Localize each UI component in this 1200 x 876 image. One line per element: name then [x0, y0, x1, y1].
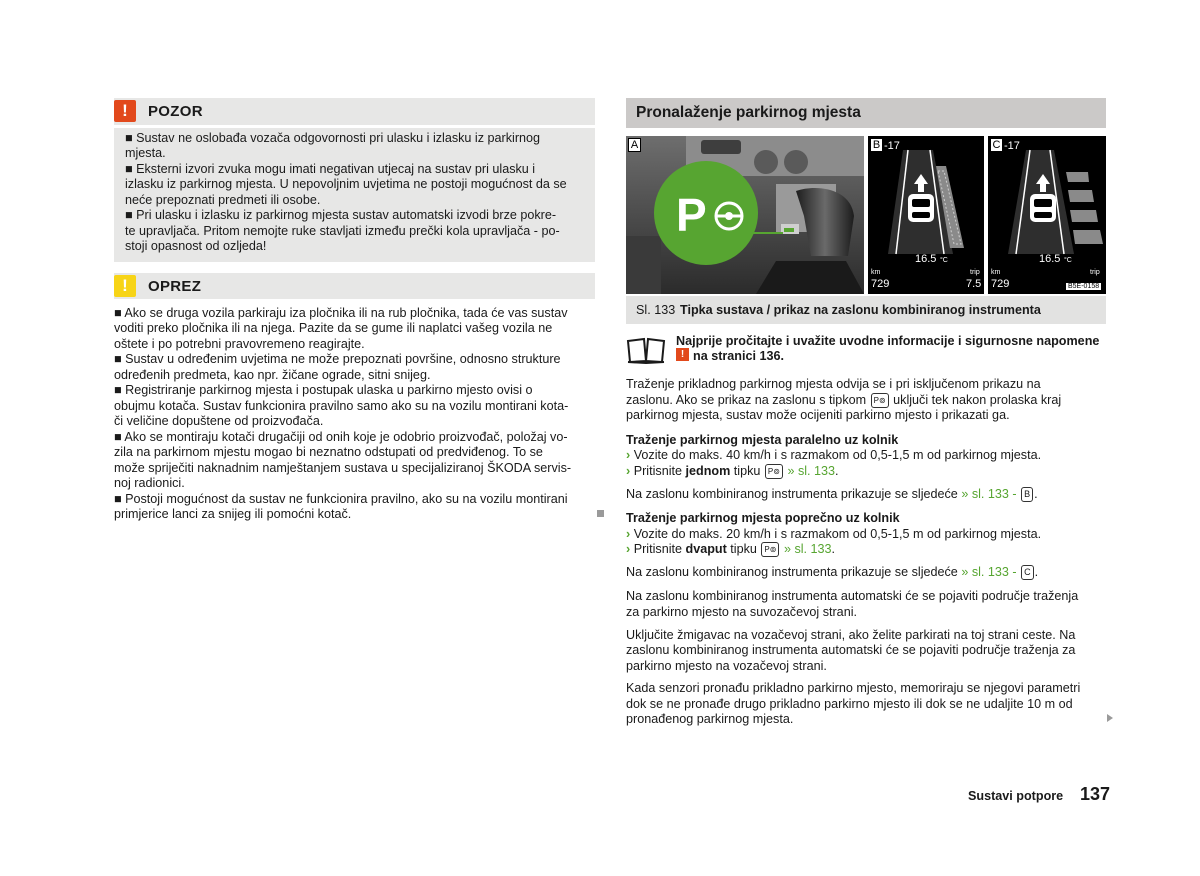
- parallel-step1-text: Vozite do maks. 40 km/h i s razmakom od 0,5-1,5 m od parkirnog mjesta.: [633, 448, 1042, 462]
- parallel-step1: [626, 448, 1041, 464]
- para1-line3: parkirnog mjesta, sustav može ocijeniti parkirno mjesto i prikazati ga.: [626, 408, 1010, 422]
- panel-c-trip-label: trip: [1090, 269, 1100, 276]
- oprez-line: primjerice lanci za snijeg ili pomoćni kotač.: [114, 507, 352, 521]
- caption-text: Tipka sustava / prikaz na zaslonu kombiniranog instrumenta: [680, 303, 1041, 317]
- para1-line2: [626, 393, 1061, 409]
- figure-caption-bar: [626, 296, 1106, 324]
- pozor-separator: [114, 125, 595, 128]
- figure-panel-b: [868, 136, 984, 294]
- continue-arrow-icon: [1107, 714, 1113, 722]
- caption-number: Sl. 133: [636, 303, 676, 317]
- panel-b-trip-label: trip: [970, 269, 980, 276]
- panel-b-ref-key: B: [1021, 487, 1033, 502]
- parallel-result: [626, 487, 1038, 503]
- panel-c-km-label: km: [991, 269, 1001, 276]
- para3-line2: zaslonu kombiniranog instrumenta automatski će se pojaviti područje traženja za: [626, 643, 1076, 657]
- read-first-line1: Najprije pročitajte i uvažite uvodne informacije i sigurnosne napomene: [676, 334, 1100, 348]
- perpendicular-result: [626, 565, 1038, 581]
- book-icon: [626, 336, 666, 364]
- step-arrow-icon: ›: [626, 527, 631, 541]
- oprez-line: ■ Ako se montiraju kotači drugačiji od onih koje je odobrio proizvođač, položaj vo-: [114, 430, 568, 444]
- perpendicular-step1-text: Vozite do maks. 20 km/h i s razmakom od 0,5-1,5 m od parkirnog mjesta.: [633, 527, 1042, 541]
- oprez-line: ■ Sustav u određenim uvjetima ne može prepoznati površine, odnosno strukture: [114, 352, 561, 366]
- para1-line2b: uključi tek nakon prolaska kraj: [893, 393, 1062, 407]
- pozor-title: POZOR: [148, 103, 203, 120]
- panel-c-temp-unit: °C: [1064, 257, 1072, 264]
- perpendicular-step2c: tipku: [730, 542, 757, 556]
- panel-c-ref-key: C: [1021, 565, 1034, 580]
- perpendicular-result-text: Na zaslonu kombiniranog instrumenta prikazuje se sljedeće: [626, 565, 958, 579]
- svg-text:P: P: [676, 189, 707, 241]
- step-arrow-icon: ›: [626, 542, 631, 556]
- oprez-line: može spriječiti naknadnim namještanjem sustava u specijaliziranoj ŠKODA servis-: [114, 461, 572, 475]
- figure-panel-c: [988, 136, 1106, 294]
- caution-exclamation-icon: !: [114, 275, 136, 297]
- cluster-display-perpendicular: [988, 136, 1106, 294]
- pozor-line: te upravljača. Pritom nemojte ruke stavljati između prečki kola upravljača - po-: [125, 224, 560, 238]
- pozor-line: izlasku iz parkirnog mjesta. U nepovoljnim uvjetima ne postoji mogućnost da se: [125, 177, 567, 191]
- perpendicular-step2a: Pritisnite: [633, 542, 682, 556]
- panel-b-km-label: km: [871, 269, 881, 276]
- parking-key-icon: P⊚: [765, 464, 783, 479]
- oprez-line: ■ Ako se druga vozila parkiraju iza pločnika ili na rub pločnika, tada će vas sustav: [114, 306, 568, 320]
- oprez-line: oštete i po potrebni pravovremeno reagirajte.: [114, 337, 365, 351]
- para4-line3: pronađenog parkirnog mjesta.: [626, 712, 794, 726]
- footer-section: Sustavi potpore: [968, 789, 1064, 803]
- parking-key-icon: P⊚: [761, 542, 779, 557]
- section-title-bar: [626, 98, 1106, 128]
- oprez-line: či veličine dopuštene od proizvođača.: [114, 414, 324, 428]
- perpendicular-step1: [626, 527, 1041, 543]
- perpendicular-ref-link[interactable]: » sl. 133: [783, 542, 832, 556]
- period: .: [831, 542, 836, 556]
- parallel-step2a: Pritisnite: [633, 464, 682, 478]
- para3-line1: Uključite žmigavac na vozačevoj strani, ako želite parkirati na toj strani ceste. Na: [626, 628, 1076, 642]
- oprez-line: određenih predmeta, kao npr. žičane ograde, sitni snijeg.: [114, 368, 431, 382]
- panel-c-label: C: [990, 138, 1003, 152]
- oprez-line: ■ Registriranje parkirnog mjesta i postupak ulaska u parkirno mjesto ovisi o: [114, 383, 533, 397]
- oprez-line: ■ Postoji mogućnost da sustav ne funkcionira pravilno, ako su na vozilu montirani: [114, 492, 568, 506]
- read-first-line2[interactable]: na stranici 136.: [693, 349, 785, 363]
- para4-line1: Kada senzori pronađu prikladno parkirno mjesto, memoriraju se njegovi parametri: [626, 681, 1081, 695]
- parallel-step2c: tipku: [733, 464, 761, 478]
- para1-line1: Traženje prikladnog parkirnog mjesta odvija se i pri isključenom prikazu na: [626, 377, 1041, 391]
- panel-b-trip-value: 7.5: [966, 278, 982, 290]
- pozor-line: mjesta.: [125, 146, 166, 160]
- oprez-line: noj radionici.: [114, 476, 185, 490]
- period: .: [1034, 565, 1039, 579]
- para2-line1: Na zaslonu kombiniranog instrumenta automatski će se pojaviti područje traženja: [626, 589, 1079, 603]
- perpendicular-result-link[interactable]: » sl. 133 -: [961, 565, 1017, 579]
- para2-line2: za parkirno mjesto na suvozačevoj strani.: [626, 605, 857, 619]
- para4-line2: dok se ne pronađe drugo prikladno parkirno mjesto ili dok se ne udaljite 10 m od: [626, 697, 1073, 711]
- para1-line2a: zaslonu. Ako se prikaz na zaslonu s tipkom: [626, 393, 867, 407]
- danger-ref-icon: !: [676, 348, 689, 361]
- pozor-line: neće prepoznati predmeti ili osobe.: [125, 193, 321, 207]
- parallel-heading: Traženje parkirnog mjesta paralelno uz kolnik: [626, 433, 899, 447]
- panel-b-temp: 16.5: [915, 253, 937, 265]
- figure-code: B5E-0158: [1068, 283, 1100, 290]
- panel-b-label: B: [870, 138, 883, 152]
- para3-line3: parkirno mjesto na vozačevoj strani.: [626, 659, 827, 673]
- panel-b-temp-unit: °C: [940, 257, 948, 264]
- oprez-line: obujmu kotača. Sustav funkcionira pravilno samo ako su na vozilu montirani kota-: [114, 399, 569, 413]
- panel-b-temp-top: -17: [884, 140, 900, 152]
- step-arrow-icon: ›: [626, 464, 631, 478]
- figure-panel-a: [626, 136, 864, 294]
- panel-c-temp-top: -17: [1004, 140, 1020, 152]
- step-arrow-icon: ›: [626, 448, 631, 462]
- perpendicular-step2: [626, 542, 835, 558]
- panel-c-km-value: 729: [991, 278, 1010, 290]
- oprez-title: OPREZ: [148, 278, 202, 295]
- pozor-line: ■ Eksterni izvori zvuka mogu imati negativan utjecaj na sustav pri ulasku i: [125, 162, 536, 176]
- cluster-display-parallel: [868, 136, 984, 294]
- end-square-icon: [597, 510, 604, 517]
- panel-a-label: A: [628, 138, 641, 152]
- parallel-ref-link[interactable]: » sl. 133: [787, 464, 836, 478]
- parallel-step2b: jednom: [685, 464, 731, 478]
- period: .: [1034, 487, 1038, 501]
- panel-b-km-value: 729: [871, 278, 890, 290]
- parking-key-icon: P⊚: [871, 393, 889, 408]
- page-number: 137: [1080, 784, 1111, 804]
- pozor-line: ■ Sustav ne oslobađa vozača odgovornosti pri ulasku i izlasku iz parkirnog: [125, 131, 541, 145]
- oprez-line: zila na parkirnom mjestu mogao bi neznatno odstupati od predviđenog. To se: [114, 445, 543, 459]
- parallel-step2: [626, 464, 839, 480]
- perpendicular-step2b: dvaput: [685, 542, 727, 556]
- section-title: Pronalaženje parkirnog mjesta: [636, 104, 861, 121]
- pozor-line: ■ Pri ulasku i izlasku iz parkirnog mjesta sustav automatski izvodi brze pokre-: [125, 208, 557, 222]
- panel-c-temp: 16.5: [1039, 253, 1061, 265]
- danger-exclamation-icon: !: [114, 100, 136, 122]
- pozor-line: stoji opasnost od ozljeda!: [125, 239, 267, 253]
- oprez-line: voditi preko pločnika ili na njega. Pazite da se gume ili naplatci vašeg vozila ne: [114, 321, 553, 335]
- period: .: [835, 464, 839, 478]
- gearshift-photo: [626, 136, 864, 294]
- parallel-result-text: Na zaslonu kombiniranog instrumenta prikazuje se sljedeće: [626, 487, 958, 501]
- parallel-result-link[interactable]: » sl. 133 -: [961, 487, 1017, 501]
- perpendicular-heading: Traženje parkirnog mjesta poprečno uz kolnik: [626, 511, 900, 525]
